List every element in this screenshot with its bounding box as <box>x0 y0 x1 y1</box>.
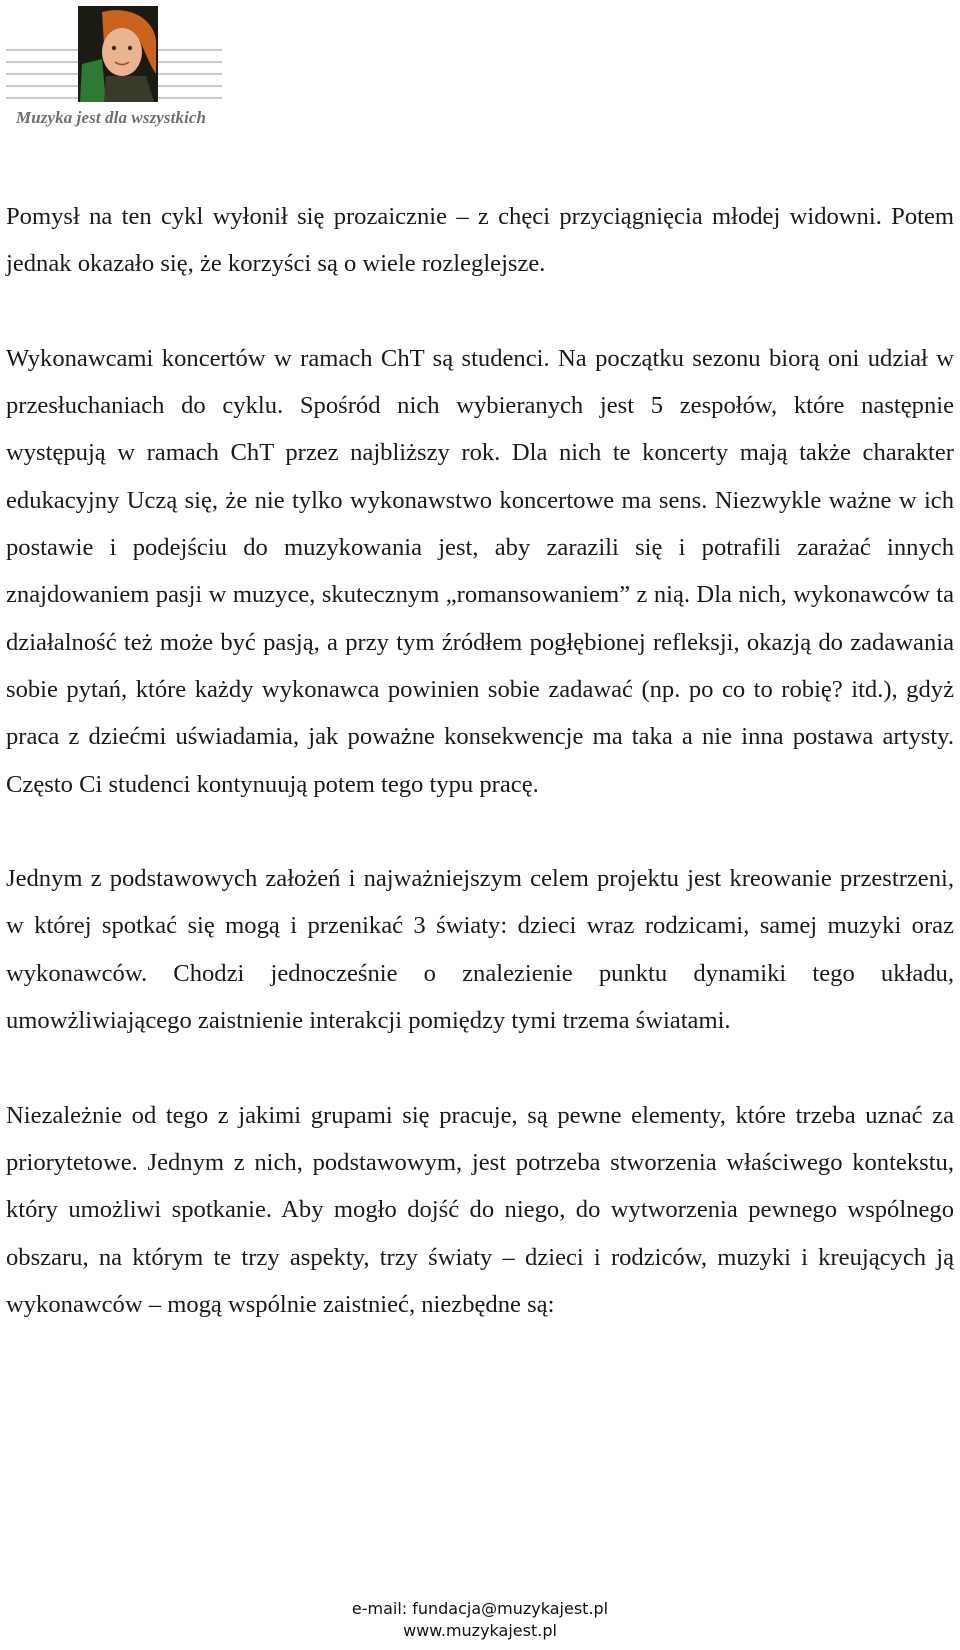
logo-caption: Muzyka jest dla wszystkich <box>16 108 207 127</box>
footer-email: e-mail: fundacja@muzykajest.pl <box>351 1599 609 1618</box>
document-body <box>6 193 954 1328</box>
paragraph: Jednym z podstawowych założeń i najważniejszym celem projektu jest kreowanie przestrzeni, w której spotkać się mogą i przenikać 3 światy: dzieci wraz rodzicami, samej muzyki oraz wykonawców. Chodzi jednocześnie o znalezienie punktu dynamiki tego układu, umowżliwiającego zaistnienie interakcji pomiędzy tymi trzema światami. <box>6 865 954 1035</box>
paragraph: Pomysł na ten cykl wyłonił się prozaicznie – z chęci przyciągnięcia młodej widowni. Potem jednak okazało się, że korzyści są o wiele rozleglejsze. <box>6 203 954 278</box>
paragraph: Wykonawcami koncertów w ramach ChT są studenci. Na początku sezonu biorą oni udział w przesłuchaniach do cyklu. Spośród nich wybieranych jest 5 zespołów, które następnie występują w ramach ChT przez najbliższy rok. Dla nich te koncerty mają także charakter edukacyjny Uczą się, że nie tylko wykonawstwo koncertowe ma sens. Niezwykle ważne w ich postawie i podejściu do muzykowania jest, aby zarazili się i potrafili zarażać innych znajdowaniem pasji w muzyce, skutecznym „romansowaniem” z nią. Dla nich, wykonawców ta działalność też może być pasją, a przy tym źródłem pogłębionej refleksji, okazją do zadawania sobie pytań, które każdy wykonawca powinien sobie zadawać (np. po co to robię? itd.), gdyż praca z dziećmi uświadamia, jak poważne konsekwencje ma taka a nie inna postawa artysty. Często Ci studenci kontynuują potem tego typu pracę. <box>6 344 954 798</box>
paragraph: Niezależnie od tego z jakimi grupami się pracuje, są pewne elementy, które trzeba uznać za priorytetowe. Jednym z nich, podstawowym, jest potrzeba stworzenia właściwego kontekstu, który umożliwi spotkanie. Aby mogło dojść do niego, do wytworzenia pewnego wspólnego obszaru, na którym te trzy aspekty, trzy światy – dzieci i rodziców, muzyki i kreujących ją wykonawców – mogą wspólnie zaistnieć, niezbędne są: <box>6 1101 954 1318</box>
footer-website: www.muzykajest.pl <box>403 1621 557 1640</box>
logo <box>6 4 238 132</box>
page-footer <box>0 1598 960 1642</box>
